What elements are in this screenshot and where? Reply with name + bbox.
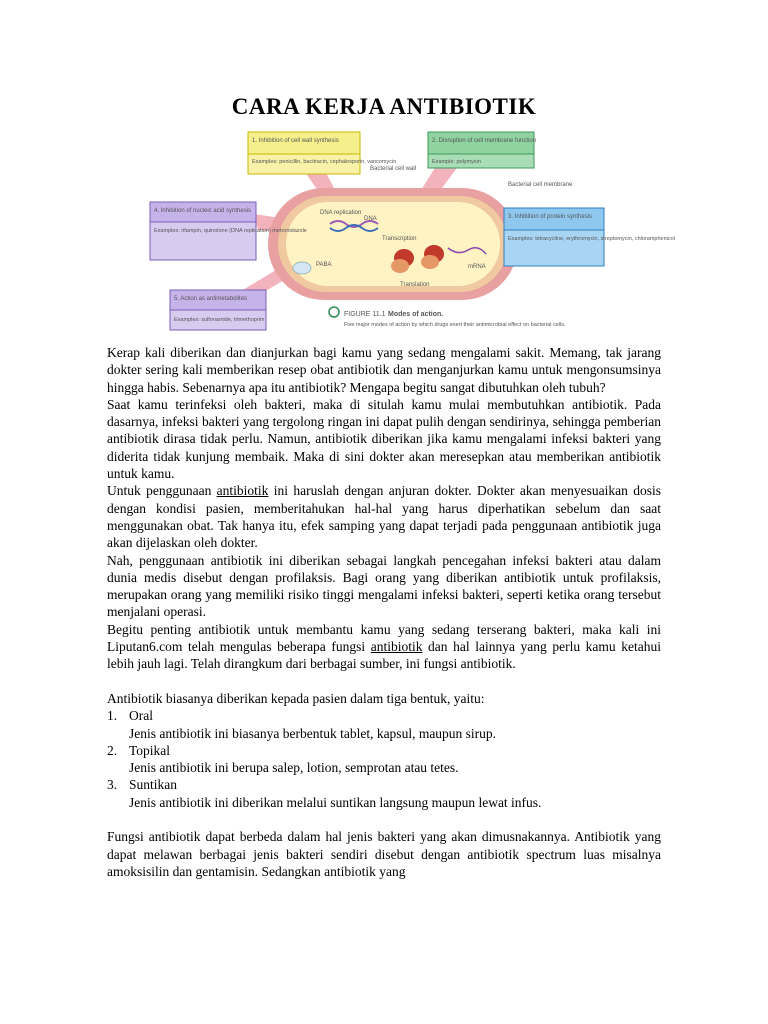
antibiotik-link-1[interactable]: antibiotik xyxy=(216,483,269,499)
caption-title: Modes of action. xyxy=(388,311,444,318)
label-dna-replication: DNA replication xyxy=(320,210,362,216)
label-paba: PABA xyxy=(316,262,332,268)
list-item xyxy=(107,707,661,724)
label-translation: Translation xyxy=(400,282,430,288)
caption-rest: Five major modes of action by which drugs exert their antimicrobial effect on bacterial cells. xyxy=(344,322,566,328)
paragraph-1: Kerap kali diberikan dan dianjurkan bagi kamu yang sedang mengalami sakit. Memang, tak jarang dokter sering kali memberikan resep obat antibiotik dan menganjurkan kamu untuk mengonsumsinya hingga habis. Sebenarnya apa itu antibiotik? Mengapa begitu sangat dibutuhkan oleh tubuh? xyxy=(107,345,661,395)
label-mrna: mRNA xyxy=(468,264,486,270)
list-description: Jenis antibiotik ini diberikan melalui suntikan langsung maupun lewat infus. xyxy=(129,794,542,810)
caption-label: FIGURE 11.1 xyxy=(344,311,386,318)
svg-text:Example: polymyxin: Example: polymyxin xyxy=(432,159,481,165)
list-label: Oral xyxy=(129,708,153,724)
svg-text:Examples: tetracycline, erythr: Examples: tetracycline, erythromycin, streptomycin, chloramphenicol xyxy=(508,236,675,242)
paragraph-2: Saat kamu terinfeksi oleh bakteri, maka di situlah kamu mulai membutuhkan antibiotik. Pada dasarnya, infeksi bakteri yang tergolong ringan ini dapat pulih dengan sendirinya, sehingga pemberian antibiotik dirasa tidak perlu. Namun, antibiotik diberikan jika kamu mengalami infeksi bakteri yang diderita tidak kunjung membaik. Maka di sini dokter akan meresepkan atau memberikan antibiotik untuk kamu. xyxy=(107,396,661,482)
list-label: Topikal xyxy=(129,742,171,758)
paragraph-last: Fungsi antibiotik dapat berbeda dalam hal jenis bakteri yang akan dimusnakannya. Antibiotik yang dapat melawan berbagai jenis bakteri sendiri disebut dengan antibiotik spectrum luas misalnya amoksisilin dan gentamisin. Sedangkan antibiotik yang xyxy=(107,829,661,879)
list-item xyxy=(107,776,661,793)
paragraph-4: Nah, penggunaan antibiotik ini diberikan sebagai langkah pencegahan infeksi bakteri atau dalam dunia medis disebut dengan profilaksis. Bagi orang yang diberikan antibiotik untuk profilaksis, merupakan orang yang memiliki risiko tinggi mengalami infeksi bakteri, seperti ketika orang tersebut menjalani operasi. xyxy=(107,552,661,620)
label-cell-wall: Bacterial cell wall xyxy=(370,166,417,172)
paragraph-3: Untuk penggunaan antibiotik ini haruslah dengan anjuran dokter. Dokter akan menyesuaikan dosis dengan kondisi pasien, memberitahukan hal-hal yang harus diperhatikan sebelum dan saat menggunakan obat. Tak hanya itu, efek samping yang dapat terjadi pada penggunaan antibiotik juga akan dijelaskan oleh dokter. xyxy=(107,483,661,551)
antibiotic-action-figure xyxy=(148,128,675,336)
dosage-form-list xyxy=(107,707,661,811)
label-transcription: Transcription xyxy=(382,236,417,242)
list-description: Jenis antibiotik ini berupa salep, lotion, semprotan atau tetes. xyxy=(129,760,459,776)
paragraph-5: Begitu penting antibiotik untuk membantu kamu yang sedang terserang bakteri, maka kali ini Liputan6.com telah mengulas beberapa fungsi antibiotik dan hal lainnya yang perlu kamu ketahui lebih jauh lagi. Telah dirangkum dari berbagai sumber, ini fungsi antibiotik. xyxy=(107,621,661,672)
paba-shape xyxy=(293,262,311,274)
figure-caption xyxy=(329,307,566,328)
list-description: Jenis antibiotik ini biasanya berbentuk tablet, kapsul, maupun sirup. xyxy=(129,725,497,741)
mode-box-2 xyxy=(428,132,536,168)
svg-text:Examples: penicillin, bacitrac: Examples: penicillin, bacitracin, cephalosporin, vancomycin xyxy=(252,159,397,165)
list-label: Suntikan xyxy=(129,777,178,793)
mode-box-3 xyxy=(504,208,675,266)
svg-text:4. Inhibition of nucleic acid: 4. Inhibition of nucleic acid synthesis xyxy=(154,208,252,214)
svg-text:Examples: rifampin, quinolone: Examples: rifampin, quinolone (DNA replication) metronidazole xyxy=(154,228,307,234)
svg-text:2. Disruption of cell membrane: 2. Disruption of cell membrane function xyxy=(432,138,537,144)
list-number: 3. xyxy=(107,777,118,793)
svg-text:Examples: sulfonamide, trimeth: Examples: sulfonamide, trimethoprim xyxy=(174,317,265,323)
list-item xyxy=(107,742,661,759)
bacterial-cytoplasm xyxy=(286,202,500,286)
svg-text:3. Inhibition of protein synth: 3. Inhibition of protein synthesis xyxy=(508,214,593,220)
antibiotik-link-2[interactable]: antibiotik xyxy=(370,639,423,655)
figure-icon xyxy=(329,307,339,317)
label-dna: DNA xyxy=(364,216,377,222)
svg-text:1. Inhibition of cell wall syn: 1. Inhibition of cell wall synthesis xyxy=(252,138,339,144)
page-title: CARA KERJA ANTIBIOTIK xyxy=(231,94,537,119)
mode-box-5 xyxy=(170,290,266,330)
list-number: 2. xyxy=(107,742,118,758)
article-body xyxy=(107,344,661,880)
list-intro: Antibiotik biasanya diberikan kepada pasien dalam tiga bentuk, yaitu: xyxy=(107,690,485,706)
label-cell-membrane: Bacterial cell membrane xyxy=(508,182,573,188)
svg-text:5. Action as antimetabolites: 5. Action as antimetabolites xyxy=(174,296,248,302)
list-number: 1. xyxy=(107,708,118,724)
